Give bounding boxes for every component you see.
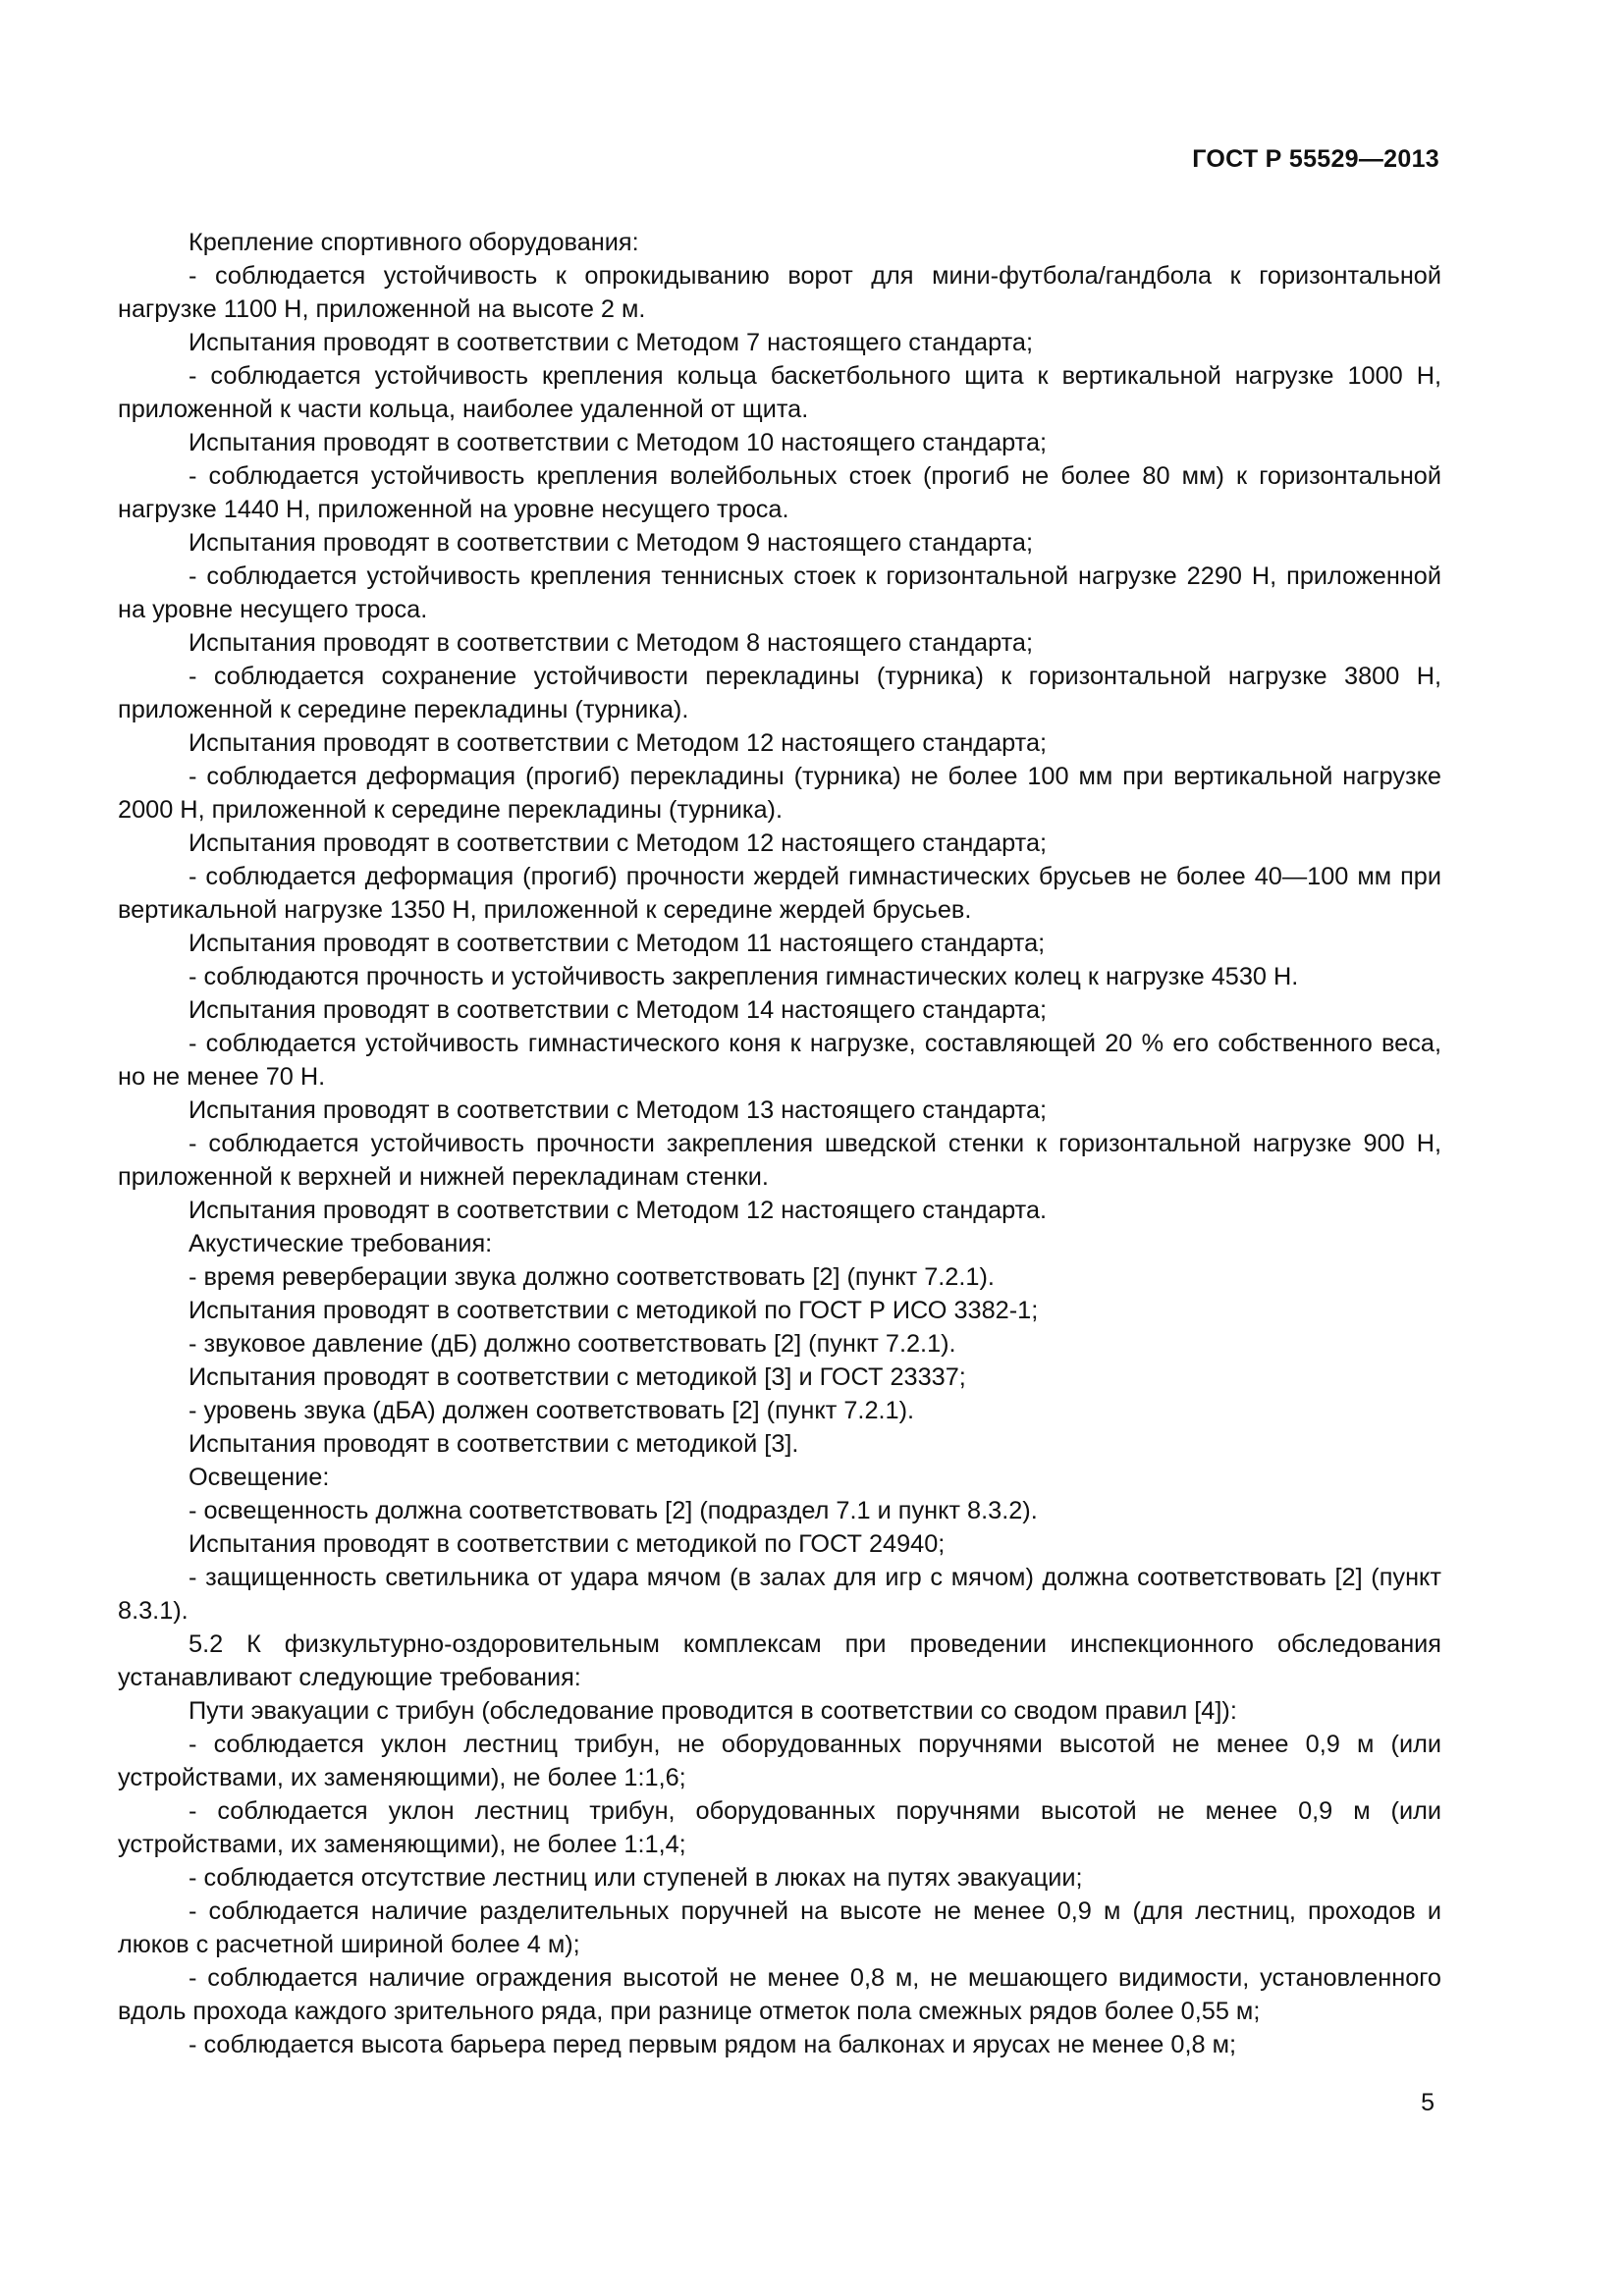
standard-code: ГОСТ Р 55529—2013 (1192, 145, 1439, 173)
paragraph: Испытания проводят в соответствии с Методом 8 настоящего стандарта; (189, 629, 1033, 657)
paragraph: - соблюдается высота барьера перед первым рядом на балконах и ярусах не менее 0,8 м; (189, 2031, 1237, 2058)
document-header (1192, 145, 1439, 174)
paragraph: Испытания проводят в соответствии с Методом 10 настоящего стандарта; (189, 429, 1048, 456)
paragraph: Испытания проводят в соответствии с Методом 9 настоящего стандарта; (189, 529, 1033, 557)
paragraph: Испытания проводят в соответствии с Методом 12 настоящего стандарта; (189, 829, 1048, 857)
paragraph: - соблюдается сохранение устойчивости перекладины (турника) к горизонтальной нагрузке 3800 Н, приложенной к середине перекладины (турника). (118, 663, 1441, 723)
paragraph: Испытания проводят в соответствии с Методом 7 настоящего стандарта; (189, 329, 1033, 356)
document-body (118, 226, 1441, 2061)
paragraph: - соблюдается отсутствие лестниц или ступеней в люках на путях эвакуации; (189, 1864, 1083, 1892)
paragraph: - соблюдается устойчивость гимнастического коня к нагрузке, составляющей 20 % его собственного веса, но не менее 70 Н. (118, 1030, 1441, 1091)
paragraph: Испытания проводят в соответствии с методикой [3]. (189, 1430, 799, 1458)
paragraph: - соблюдается устойчивость прочности закрепления шведской стенки к горизонтальной нагрузке 900 Н, приложенной к верхней и нижней перекладинам стенки. (118, 1130, 1441, 1191)
paragraph: Акустические требования: (189, 1230, 493, 1257)
paragraph: Испытания проводят в соответствии с методикой по ГОСТ Р ИСО 3382-1; (189, 1297, 1039, 1324)
paragraph: Крепление спортивного оборудования: (189, 229, 639, 256)
page-number: 5 (1421, 2089, 1435, 2116)
paragraph: Пути эвакуации с трибун (обследование проводится в соответствии со сводом правил [4]): (189, 1697, 1237, 1725)
paragraph: Испытания проводят в соответствии с Методом 12 настоящего стандарта. (189, 1197, 1048, 1224)
paragraph: Испытания проводят в соответствии с Методом 12 настоящего стандарта; (189, 729, 1048, 757)
paragraph: Испытания проводят в соответствии с Методом 13 настоящего стандарта; (189, 1096, 1048, 1124)
paragraph: - защищенность светильника от удара мячом (в залах для игр с мячом) должна соответствовать [2] (пункт 8.3.1). (118, 1564, 1441, 1625)
paragraph: - соблюдается устойчивость к опрокидыванию ворот для мини-футбола/гандбола к горизонтальной нагрузке 1100 Н, приложенной на высоте 2 м. (118, 262, 1441, 323)
paragraph: Испытания проводят в соответствии с Методом 11 настоящего стандарта; (189, 930, 1046, 957)
paragraph: - соблюдается устойчивость крепления кольца баскетбольного щита к вертикальной нагрузке 1000 Н, приложенной к части кольца, наиболее удаленной от щита. (118, 362, 1441, 423)
paragraph: - звуковое давление (дБ) должно соответствовать [2] (пункт 7.2.1). (189, 1330, 956, 1358)
paragraph: Испытания проводят в соответствии с Методом 14 настоящего стандарта; (189, 996, 1048, 1024)
paragraph: - соблюдается уклон лестниц трибун, оборудованных поручнями высотой не менее 0,9 м (или устройствами, их заменяющими), не более 1:1,4; (118, 1797, 1441, 1858)
paragraph: - освещенность должна соответствовать [2] (подраздел 7.1 и пункт 8.3.2). (189, 1497, 1038, 1524)
paragraph: - время реверберации звука должно соответствовать [2] (пункт 7.2.1). (189, 1263, 995, 1291)
paragraph: - соблюдаются прочность и устойчивость закрепления гимнастических колец к нагрузке 4530 Н. (189, 963, 1299, 990)
paragraph: - соблюдается устойчивость крепления теннисных стоек к горизонтальной нагрузке 2290 Н, приложенной на уровне несущего троса. (118, 562, 1441, 623)
paragraph: - соблюдается наличие разделительных поручней на высоте не менее 0,9 м (для лестниц, проходов и люков с расчетной шириной более 4 м); (118, 1897, 1441, 1958)
paragraph: - соблюдается устойчивость крепления волейбольных стоек (прогиб не более 80 мм) к горизонтальной нагрузке 1440 Н, приложенной на уровне несущего троса. (118, 462, 1441, 523)
paragraph: Освещение: (189, 1464, 330, 1491)
paragraph: - соблюдается деформация (прогиб) прочности жердей гимнастических брусьев не более 40—100 мм при вертикальной нагрузке 1350 Н, приложенной к середине жердей брусьев. (118, 863, 1441, 924)
paragraph: Испытания проводят в соответствии с методикой по ГОСТ 24940; (189, 1530, 946, 1558)
paragraph: 5.2 К физкультурно-оздоровительным комплексам при проведении инспекционного обследования устанавливают следующие требования: (118, 1630, 1441, 1691)
paragraph: Испытания проводят в соответствии с методикой [3] и ГОСТ 23337; (189, 1363, 966, 1391)
paragraph: - соблюдается уклон лестниц трибун, не оборудованных поручнями высотой не менее 0,9 м (или устройствами, их заменяющими), не более 1:1,6; (118, 1731, 1441, 1791)
paragraph: - соблюдается наличие ограждения высотой не менее 0,8 м, не мешающего видимости, установленного вдоль прохода каждого зрительного ряда, при разнице отметок пола смежных рядов более 0,55 м; (118, 1964, 1441, 2025)
paragraph: - уровень звука (дБА) должен соответствовать [2] (пункт 7.2.1). (189, 1397, 915, 1424)
paragraph: - соблюдается деформация (прогиб) перекладины (турника) не более 100 мм при вертикальной нагрузке 2000 Н, приложенной к середине перекладины (турника). (118, 763, 1441, 824)
